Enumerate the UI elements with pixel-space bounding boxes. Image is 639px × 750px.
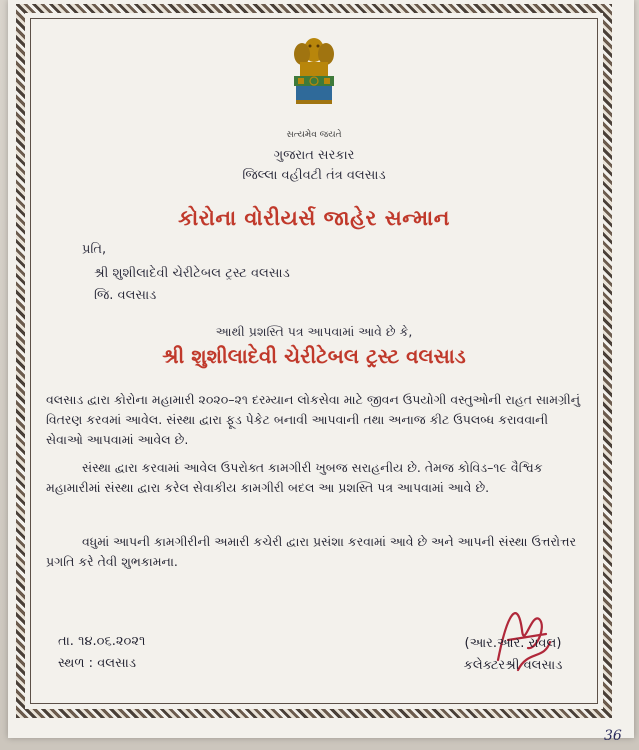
certificate-content bbox=[38, 24, 590, 700]
emblem-motto: સત્યમેવ જયતે bbox=[286, 130, 342, 140]
body-paragraph-2: સંસ્થા દ્વારા કરવામાં આવેલ ઉપરોક્ત કામગીરી ખુબજ સરાહનીય છે. તેમજ કોવિડ–૧૯ વૈશ્વિક મહામારીમાં સંસ્થા દ્વારા કરેલ સેવાકીય કામગીરી બદલ આ પ્રશસ્તિ પત્ર આપવામાં આવે છે. bbox=[46, 460, 543, 495]
signer-name: (આર.આર. રાવલ) bbox=[464, 636, 562, 651]
addressee-prefix: પ્રતિ, bbox=[82, 242, 107, 257]
ashoka-emblem-icon bbox=[288, 32, 340, 116]
recipient-name: શ્રી શુશીલાદેવી ચેરીટેબલ ટ્રસ્ટ વલસાડ bbox=[162, 344, 466, 368]
signer-designation: કલેક્ટરશ્રી વલસાડ bbox=[463, 658, 563, 673]
page-number: 36 bbox=[604, 728, 622, 744]
issue-place: સ્થળ : વલસાડ bbox=[58, 656, 136, 671]
government-name: ગુજરાત સરકાર bbox=[273, 148, 355, 163]
intro-line: આથી પ્રશસ્તિ પત્ર આપવામાં આવે છે કે, bbox=[215, 324, 413, 339]
body-paragraph-1: વલસાડ દ્વારા કોરોના મહામારી ૨૦૨૦–૨૧ દરમ્યાન લોકસેવા માટે જીવન ઉપયોગી વસ્તુઓની રાહત સામગ્રીનું વિતરણ કરવમાં આવેલ. સંસ્થા દ્વારા ફૂડ પેકેટ બનાવી આપવાની તથા અનાજ કીટ ઉપલબ્ધ કરાવવાની સેવાઓ આપવામાં આવેલ છે. bbox=[46, 392, 581, 447]
addressee-district: જિ. વલસાડ bbox=[94, 288, 157, 303]
certificate-title: કોરોના વોરીયર્સ જાહેર સન્માન bbox=[178, 206, 450, 230]
issue-date: તા. ૧૪.૦૬.૨૦૨૧ bbox=[58, 634, 146, 649]
body-paragraph-3: વધુમાં આપની કામગીરીની અમારી કચેરી દ્વારા પ્રસંશા કરવામાં આવે છે અને આપની સંસ્થા ઉત્તરોત્તર પ્રગતિ કરે તેવી શુભકામના. bbox=[46, 534, 577, 569]
office-name: જિલ્લા વહીવટી તંત્ર વલસાડ bbox=[242, 168, 386, 183]
addressee-name: શ્રી શુશીલાદેવી ચેરીટેબલ ટ્રસ્ટ વલસાડ bbox=[94, 266, 290, 281]
